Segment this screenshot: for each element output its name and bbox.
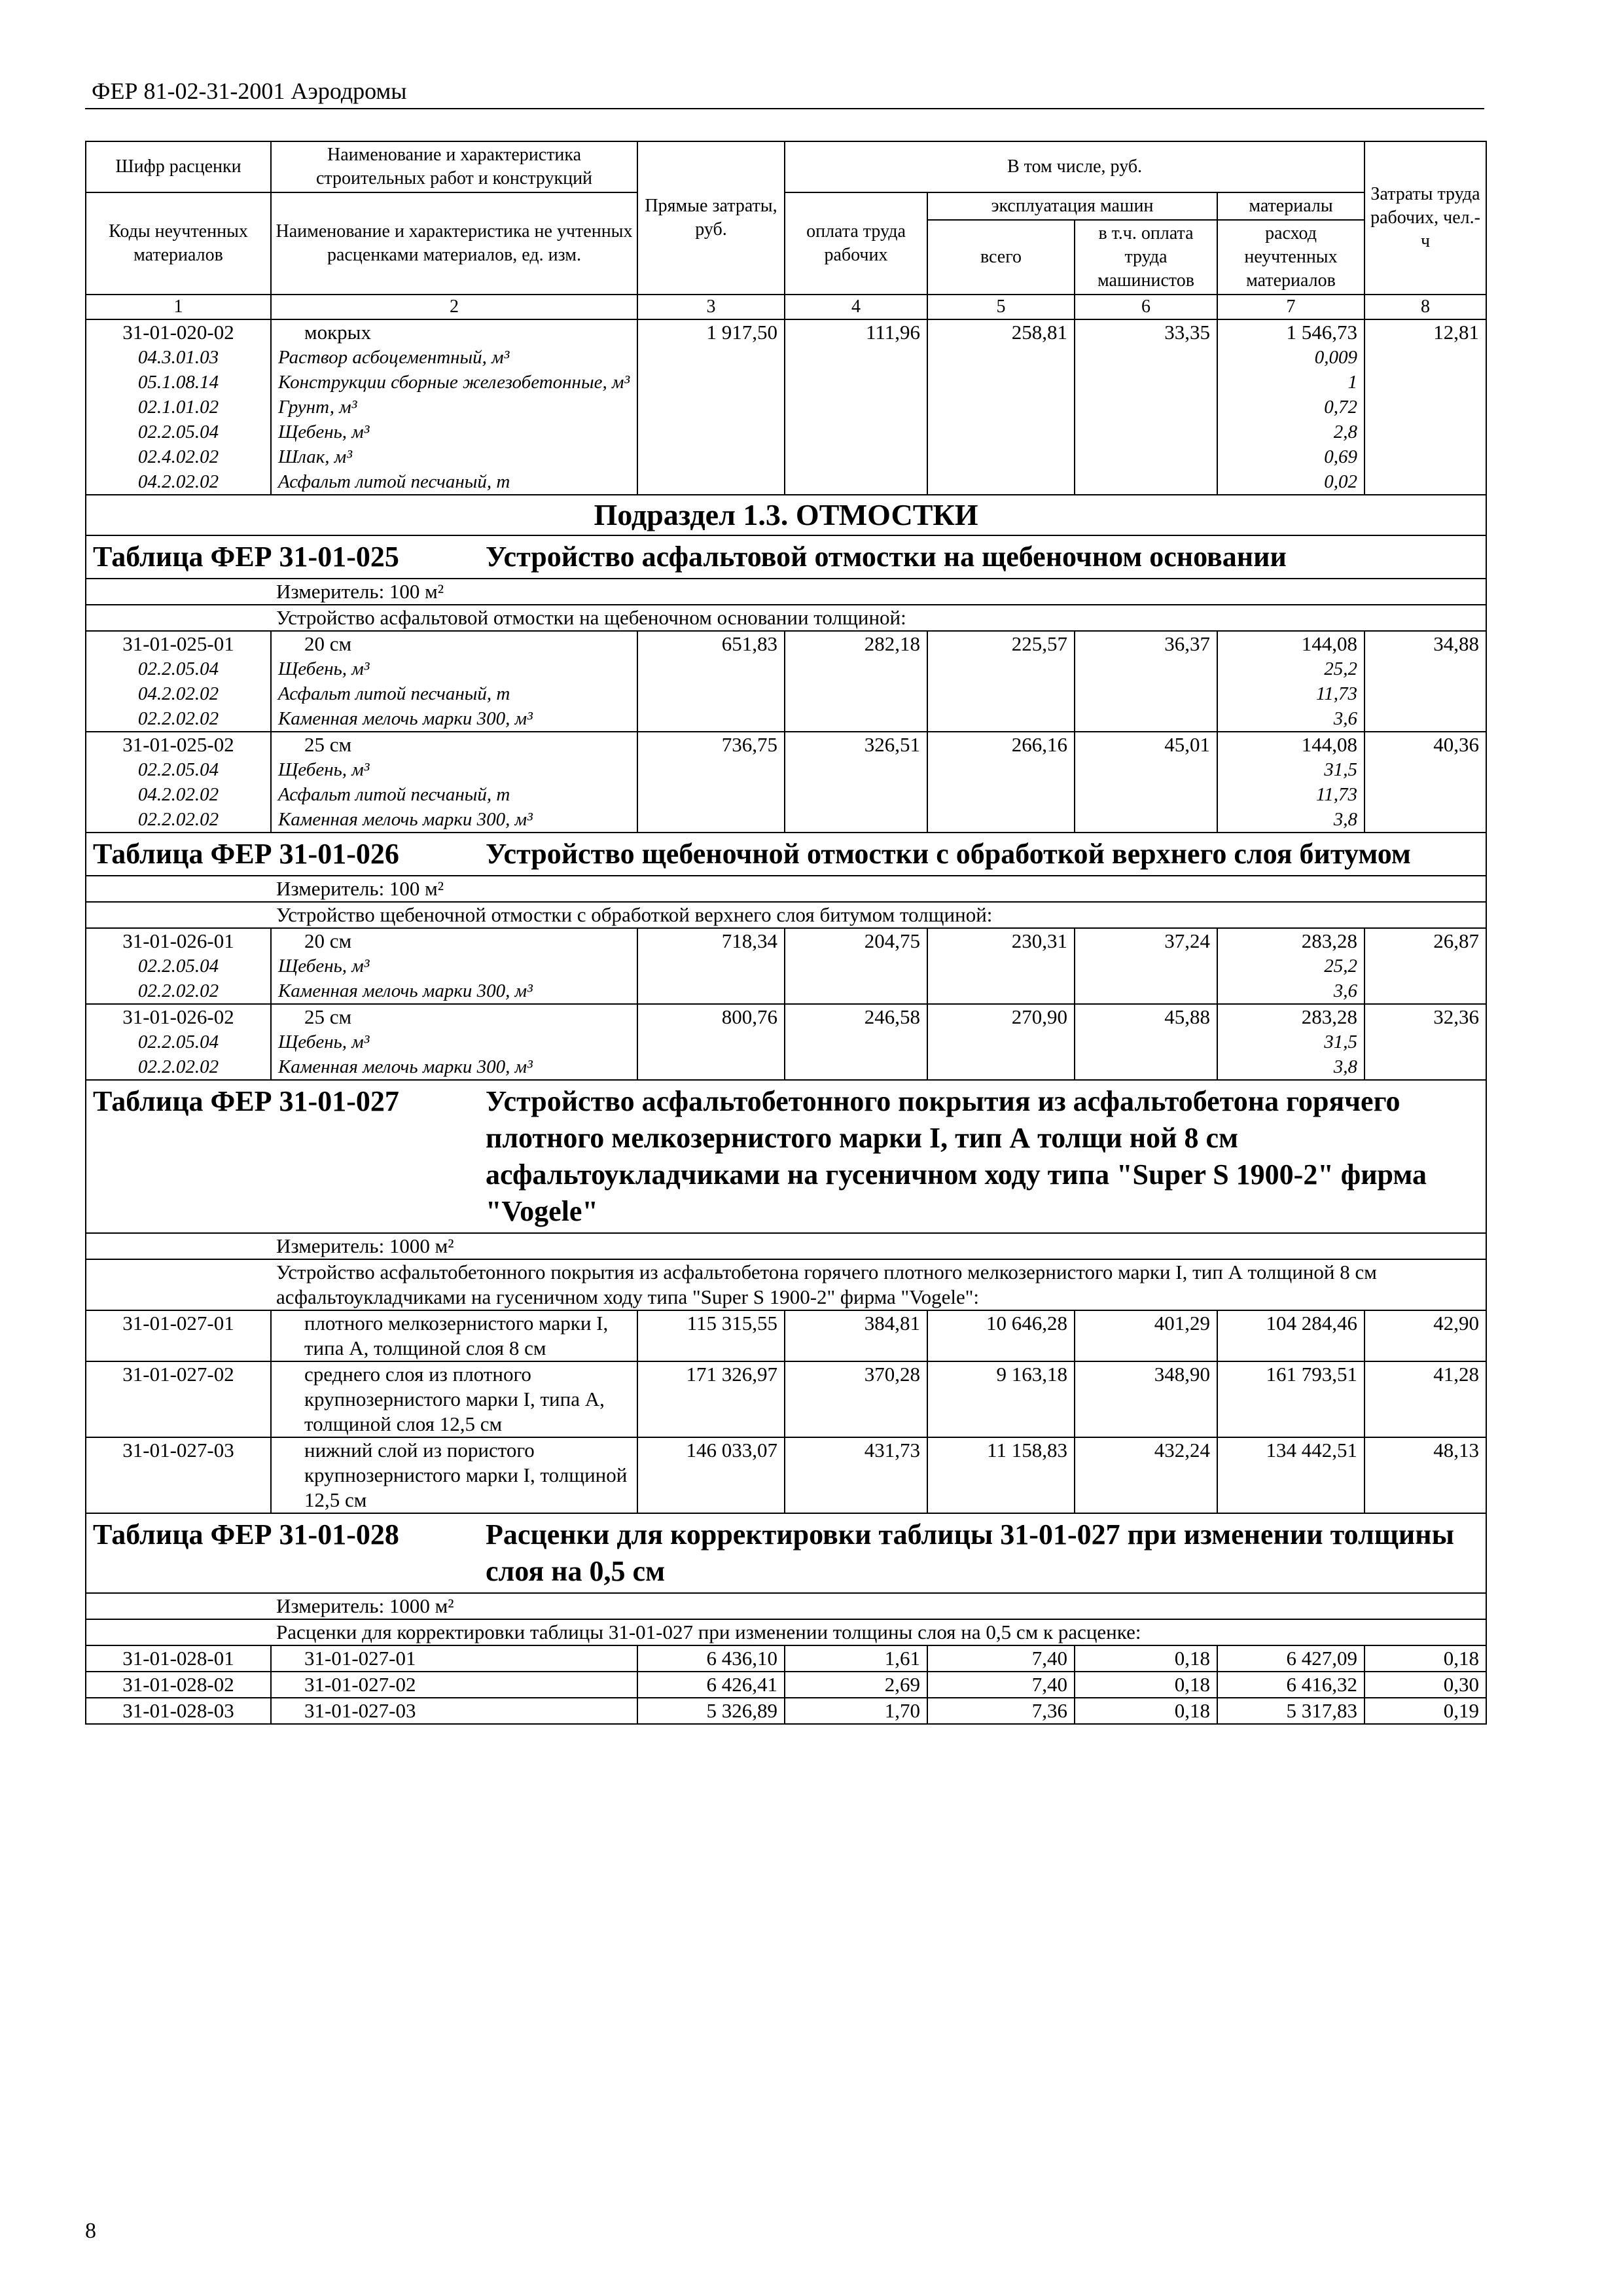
material-qty: 11,73 <box>1217 681 1364 706</box>
description-row <box>86 605 1486 631</box>
labor-hours: 26,87 <box>1364 928 1486 954</box>
machines-pay: 36,37 <box>1075 631 1217 656</box>
table-row <box>86 631 1486 656</box>
labor-hours: 0,30 <box>1364 1672 1486 1698</box>
material-code: 04.2.02.02 <box>86 681 271 706</box>
material-code: 04.2.02.02 <box>86 469 271 495</box>
machines-total: 270,90 <box>927 1004 1075 1030</box>
col-machines-pay-header: в т.ч. оплата труда машинистов <box>1075 220 1217 295</box>
table-description: Устройство асфальтовой отмостки на щебеночном основании толщиной: <box>86 605 1486 631</box>
material-qty: 0,009 <box>1217 345 1364 370</box>
material-row <box>86 978 1486 1004</box>
rate-name: плотного мелкозернистого марки I, типа А, толщиной слоя 8 см <box>271 1310 637 1361</box>
measure-unit: Измеритель: 1000 м² <box>86 1593 1486 1619</box>
measure-row <box>86 1593 1486 1619</box>
material-code: 02.2.02.02 <box>86 706 271 732</box>
material-code: 02.1.01.02 <box>86 395 271 420</box>
col-num: 7 <box>1217 295 1364 319</box>
table-row <box>86 1361 1486 1437</box>
table-title-row <box>86 833 1486 876</box>
material-row <box>86 706 1486 732</box>
material-code: 05.1.08.14 <box>86 370 271 395</box>
col-materials-header: материалы <box>1217 192 1364 220</box>
col-num: 2 <box>271 295 637 319</box>
table-label: Таблица ФЕР 31-01-026 <box>93 838 399 870</box>
material-name: Конструкции сборные железобетонные, м³ <box>271 370 637 395</box>
material-row <box>86 681 1486 706</box>
labor-pay: 282,18 <box>785 631 927 656</box>
material-name: Каменная мелочь марки 300, м³ <box>271 1054 637 1080</box>
material-qty: 3,8 <box>1217 1054 1364 1080</box>
materials-cost: 283,28 <box>1217 1004 1364 1030</box>
labor-hours: 32,36 <box>1364 1004 1486 1030</box>
header-rule <box>85 108 1484 109</box>
materials-cost: 161 793,51 <box>1217 1361 1364 1437</box>
col-code-header: Шифр расценки <box>86 141 271 192</box>
material-qty: 3,6 <box>1217 706 1364 732</box>
labor-hours: 0,18 <box>1364 1645 1486 1672</box>
material-qty: 0,69 <box>1217 444 1364 469</box>
material-code: 02.2.05.04 <box>86 1030 271 1054</box>
table-description: Устройство асфальтобетонного покрытия из асфальтобетона горячего плотного мелкозернистого марки I, тип А толщиной 8 см асфальтоукладчиками на гусеничном ходу типа "Super S 1900-2" фирма "Vogele": <box>86 1259 1486 1310</box>
material-row <box>86 782 1486 807</box>
direct-cost: 115 315,55 <box>637 1310 785 1361</box>
table-row <box>86 1672 1486 1698</box>
subsection-row <box>86 495 1486 535</box>
machines-pay: 401,29 <box>1075 1310 1217 1361</box>
machines-pay: 348,90 <box>1075 1361 1217 1437</box>
rate-name: среднего слоя из плотного крупнозернистого марки I, типа А, толщиной слоя 12,5 см <box>271 1361 637 1437</box>
table-title: Устройство асфальтобетонного покрытия из асфальтобетона горячего плотного мелкозернистого марки I, тип А толщи ной 8 см асфальтоукладчиками на гусеничном ходу типа "Super S 1900-2" фирма "Vogele" <box>486 1085 1427 1227</box>
description-row <box>86 1259 1486 1310</box>
material-code: 02.2.02.02 <box>86 978 271 1004</box>
rate-name: 20 см <box>271 631 637 656</box>
rate-name: мокрых <box>271 319 637 345</box>
material-code: 02.2.05.04 <box>86 656 271 681</box>
labor-pay: 204,75 <box>785 928 927 954</box>
subsection-title: Подраздел 1.3. ОТМОСТКИ <box>86 495 1486 535</box>
price-table <box>85 141 1487 1725</box>
table-title: Расценки для корректировки таблицы 31-01-027 при изменении толщины слоя на 0,5 см <box>486 1518 1454 1587</box>
machines-total: 230,31 <box>927 928 1075 954</box>
material-row <box>86 469 1486 495</box>
machines-total: 7,40 <box>927 1672 1075 1698</box>
measure-row <box>86 1233 1486 1259</box>
rate-code: 31-01-027-01 <box>86 1310 271 1361</box>
labor-pay: 431,73 <box>785 1437 927 1513</box>
document-header: ФЕР 81-02-31-2001 Аэродромы <box>92 78 407 104</box>
material-row <box>86 1054 1486 1080</box>
material-qty: 3,6 <box>1217 978 1364 1004</box>
material-row <box>86 757 1486 782</box>
material-name: Каменная мелочь марки 300, м³ <box>271 807 637 833</box>
machines-pay: 0,18 <box>1075 1672 1217 1698</box>
col-num: 6 <box>1075 295 1217 319</box>
table-row <box>86 1310 1486 1361</box>
measure-unit: Измеритель: 100 м² <box>86 579 1486 605</box>
material-name: Асфальт литой песчаный, т <box>271 469 637 495</box>
material-name: Каменная мелочь марки 300, м³ <box>271 978 637 1004</box>
materials-cost: 6 416,32 <box>1217 1672 1364 1698</box>
rate-name: 31-01-027-01 <box>271 1645 637 1672</box>
machines-total: 7,36 <box>927 1698 1075 1724</box>
materials-cost: 144,08 <box>1217 631 1364 656</box>
col-machines-header: эксплуатация машин <box>927 192 1217 220</box>
table-row <box>86 1645 1486 1672</box>
measure-unit: Измеритель: 100 м² <box>86 876 1486 902</box>
table-title-row <box>86 1513 1486 1593</box>
direct-cost: 5 326,89 <box>637 1698 785 1724</box>
material-code: 04.2.02.02 <box>86 782 271 807</box>
page-number: 8 <box>85 2219 96 2243</box>
labor-hours: 34,88 <box>1364 631 1486 656</box>
material-qty: 0,02 <box>1217 469 1364 495</box>
description-row <box>86 1619 1486 1645</box>
material-name: Щебень, м³ <box>271 954 637 978</box>
labor-pay: 111,96 <box>785 319 927 345</box>
material-qty: 31,5 <box>1217 757 1364 782</box>
labor-hours: 42,90 <box>1364 1310 1486 1361</box>
direct-cost: 651,83 <box>637 631 785 656</box>
direct-cost: 6 436,10 <box>637 1645 785 1672</box>
header-row-2 <box>86 192 1486 220</box>
rate-code: 31-01-020-02 <box>86 319 271 345</box>
col-labor-header: Затраты труда рабочих, чел.-ч <box>1364 141 1486 295</box>
labor-pay: 246,58 <box>785 1004 927 1030</box>
measure-row <box>86 579 1486 605</box>
material-row <box>86 420 1486 444</box>
rate-name: 31-01-027-02 <box>271 1672 637 1698</box>
machines-pay: 45,88 <box>1075 1004 1217 1030</box>
table-title-row <box>86 1080 1486 1233</box>
material-qty: 25,2 <box>1217 954 1364 978</box>
rate-name: 25 см <box>271 732 637 757</box>
labor-pay: 2,69 <box>785 1672 927 1698</box>
table-title-row <box>86 535 1486 579</box>
table-label: Таблица ФЕР 31-01-028 <box>93 1518 399 1551</box>
rate-code: 31-01-028-01 <box>86 1645 271 1672</box>
rate-name: нижний слой из пористого крупнозернистого марки I, толщиной 12,5 см <box>271 1437 637 1513</box>
material-name: Щебень, м³ <box>271 1030 637 1054</box>
direct-cost: 718,34 <box>637 928 785 954</box>
material-code: 02.4.02.02 <box>86 444 271 469</box>
direct-cost: 1 917,50 <box>637 319 785 345</box>
material-code: 02.2.02.02 <box>86 807 271 833</box>
material-qty: 2,8 <box>1217 420 1364 444</box>
direct-cost: 6 426,41 <box>637 1672 785 1698</box>
material-name: Щебень, м³ <box>271 420 637 444</box>
material-qty: 25,2 <box>1217 656 1364 681</box>
rate-code: 31-01-027-02 <box>86 1361 271 1437</box>
direct-cost: 736,75 <box>637 732 785 757</box>
material-qty: 31,5 <box>1217 1030 1364 1054</box>
machines-pay: 432,24 <box>1075 1437 1217 1513</box>
col-including-header: В том числе, руб. <box>785 141 1364 192</box>
material-name: Асфальт литой песчаный, т <box>271 782 637 807</box>
labor-pay: 370,28 <box>785 1361 927 1437</box>
machines-total: 225,57 <box>927 631 1075 656</box>
labor-hours: 12,81 <box>1364 319 1486 345</box>
col-machines-total-header: всего <box>927 220 1075 295</box>
labor-pay: 1,61 <box>785 1645 927 1672</box>
material-code: 02.2.05.04 <box>86 420 271 444</box>
labor-pay: 326,51 <box>785 732 927 757</box>
material-row <box>86 444 1486 469</box>
machines-total: 266,16 <box>927 732 1075 757</box>
material-name: Щебень, м³ <box>271 656 637 681</box>
rate-code: 31-01-025-02 <box>86 732 271 757</box>
table-title: Устройство асфальтовой отмостки на щебеночном основании <box>486 541 1287 573</box>
table-label: Таблица ФЕР 31-01-027 <box>93 1085 399 1117</box>
materials-cost: 104 284,46 <box>1217 1310 1364 1361</box>
table-row <box>86 928 1486 954</box>
rate-name: 31-01-027-03 <box>271 1698 637 1724</box>
table-description: Устройство щебеночной отмостки с обработкой верхнего слоя битумом толщиной: <box>86 902 1486 928</box>
material-row <box>86 1030 1486 1054</box>
material-row <box>86 954 1486 978</box>
material-name: Щебень, м³ <box>271 757 637 782</box>
rate-name: 20 см <box>271 928 637 954</box>
machines-pay: 33,35 <box>1075 319 1217 345</box>
labor-hours: 40,36 <box>1364 732 1486 757</box>
materials-cost: 283,28 <box>1217 928 1364 954</box>
material-row <box>86 656 1486 681</box>
table-row <box>86 1698 1486 1724</box>
labor-pay: 384,81 <box>785 1310 927 1361</box>
direct-cost: 146 033,07 <box>637 1437 785 1513</box>
material-qty: 0,72 <box>1217 395 1364 420</box>
material-code: 04.3.01.03 <box>86 345 271 370</box>
header-row-1 <box>86 141 1486 192</box>
table-label: Таблица ФЕР 31-01-025 <box>93 541 399 573</box>
table-row <box>86 732 1486 757</box>
measure-row <box>86 876 1486 902</box>
rate-code: 31-01-027-03 <box>86 1437 271 1513</box>
direct-cost: 171 326,97 <box>637 1361 785 1437</box>
materials-cost: 5 317,83 <box>1217 1698 1364 1724</box>
material-code: 02.2.02.02 <box>86 1054 271 1080</box>
material-row <box>86 370 1486 395</box>
col-direct-header: Прямые затраты, руб. <box>637 141 785 295</box>
rate-code: 31-01-026-01 <box>86 928 271 954</box>
col-name-unaccounted-header: Наименование и характеристика не учтенных расценками материалов, ед. изм. <box>271 192 637 295</box>
material-code: 02.2.05.04 <box>86 757 271 782</box>
table-row <box>86 1437 1486 1513</box>
materials-cost: 6 427,09 <box>1217 1645 1364 1672</box>
measure-unit: Измеритель: 1000 м² <box>86 1233 1486 1259</box>
material-name: Раствор асбоцементный, м³ <box>271 345 637 370</box>
table-row <box>86 319 1486 345</box>
column-numbers-row <box>86 295 1486 319</box>
rate-code: 31-01-028-02 <box>86 1672 271 1698</box>
material-qty: 11,73 <box>1217 782 1364 807</box>
description-row <box>86 902 1486 928</box>
labor-hours: 48,13 <box>1364 1437 1486 1513</box>
table-title: Устройство щебеночной отмостки с обработкой верхнего слоя битумом <box>486 838 1411 870</box>
rate-code: 31-01-025-01 <box>86 631 271 656</box>
rate-name: 25 см <box>271 1004 637 1030</box>
machines-total: 258,81 <box>927 319 1075 345</box>
col-num: 1 <box>86 295 271 319</box>
material-row <box>86 345 1486 370</box>
machines-total: 9 163,18 <box>927 1361 1075 1437</box>
labor-pay: 1,70 <box>785 1698 927 1724</box>
col-num: 5 <box>927 295 1075 319</box>
col-num: 3 <box>637 295 785 319</box>
labor-hours: 41,28 <box>1364 1361 1486 1437</box>
machines-total: 7,40 <box>927 1645 1075 1672</box>
machines-total: 10 646,28 <box>927 1310 1075 1361</box>
direct-cost: 800,76 <box>637 1004 785 1030</box>
machines-pay: 45,01 <box>1075 732 1217 757</box>
labor-hours: 0,19 <box>1364 1698 1486 1724</box>
materials-cost: 134 442,51 <box>1217 1437 1364 1513</box>
machines-total: 11 158,83 <box>927 1437 1075 1513</box>
machines-pay: 37,24 <box>1075 928 1217 954</box>
material-row <box>86 807 1486 833</box>
machines-pay: 0,18 <box>1075 1698 1217 1724</box>
col-materials-use-header: расход неучтенных материалов <box>1217 220 1364 295</box>
materials-cost: 1 546,73 <box>1217 319 1364 345</box>
material-qty: 3,8 <box>1217 807 1364 833</box>
material-name: Асфальт литой песчаный, т <box>271 681 637 706</box>
material-name: Каменная мелочь марки 300, м³ <box>271 706 637 732</box>
col-labor-pay-header: оплата труда рабочих <box>785 192 927 295</box>
material-row <box>86 395 1486 420</box>
col-name-header: Наименование и характеристика строительных работ и конструкций <box>271 141 637 192</box>
material-qty: 1 <box>1217 370 1364 395</box>
col-codes-unaccounted-header: Коды неучтенных материалов <box>86 192 271 295</box>
material-name: Шлак, м³ <box>271 444 637 469</box>
col-num: 4 <box>785 295 927 319</box>
col-num: 8 <box>1364 295 1486 319</box>
material-name: Грунт, м³ <box>271 395 637 420</box>
table-row <box>86 1004 1486 1030</box>
machines-pay: 0,18 <box>1075 1645 1217 1672</box>
material-code: 02.2.05.04 <box>86 954 271 978</box>
materials-cost: 144,08 <box>1217 732 1364 757</box>
table-description: Расценки для корректировки таблицы 31-01-027 при изменении толщины слоя на 0,5 см к расценке: <box>86 1619 1486 1645</box>
rate-code: 31-01-028-03 <box>86 1698 271 1724</box>
rate-code: 31-01-026-02 <box>86 1004 271 1030</box>
